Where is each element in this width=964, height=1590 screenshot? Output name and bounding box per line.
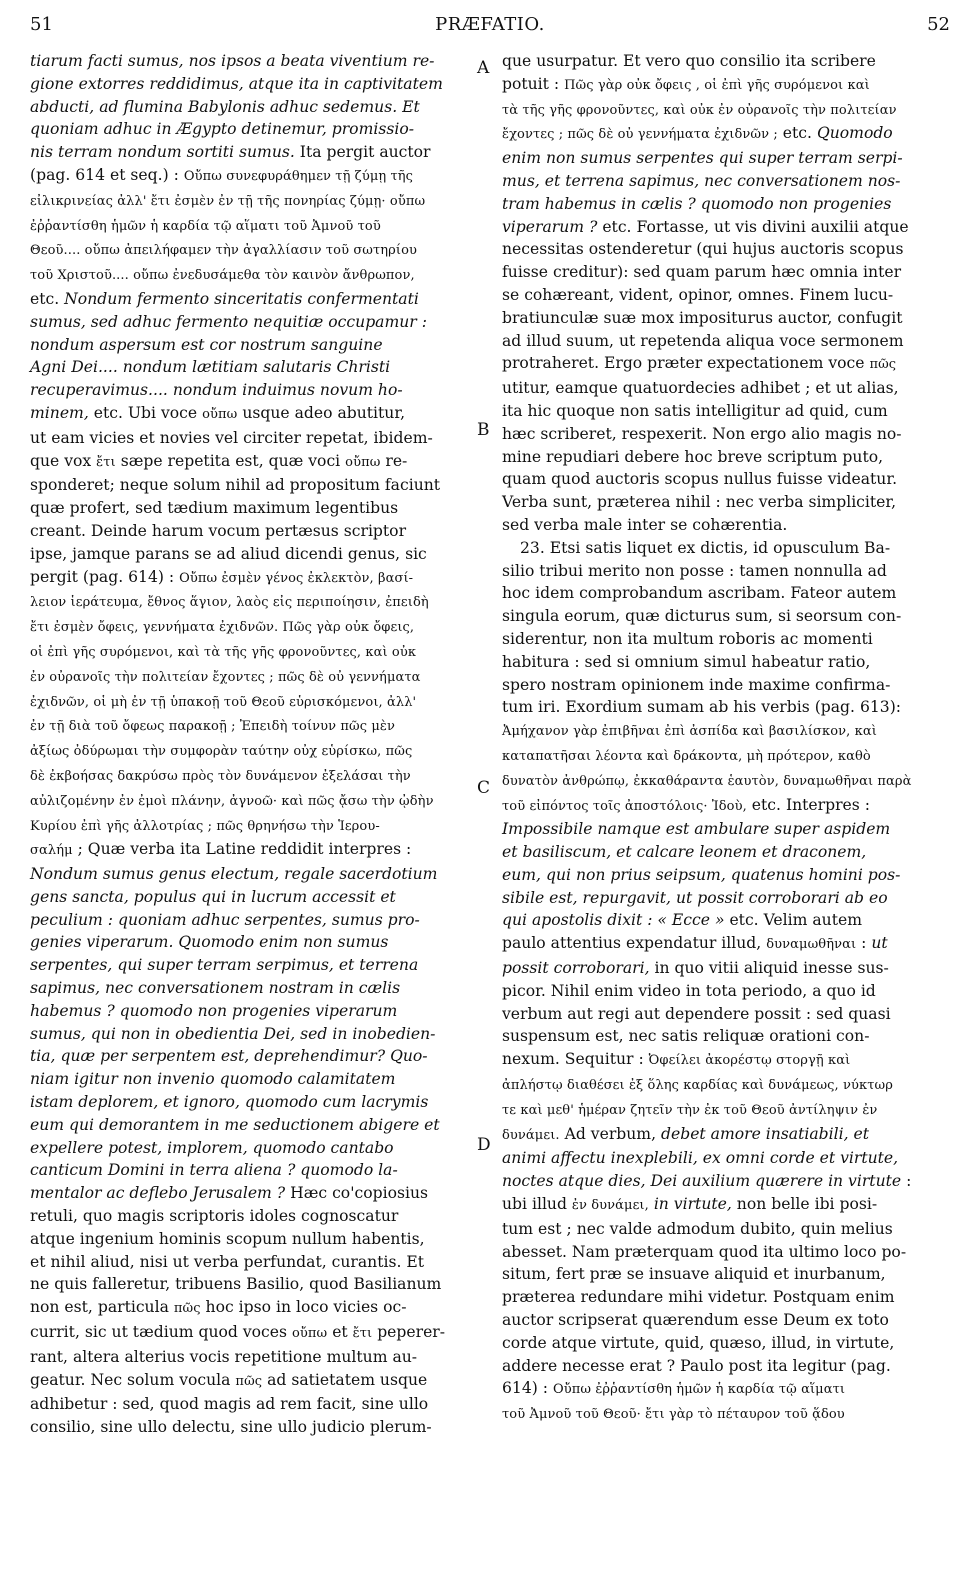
latin-text: etc. [30, 289, 65, 308]
text-line [30, 1091, 468, 1114]
text-line [30, 1159, 468, 1182]
latin-text: tum iri. Exordium sumam ab his verbis (pag. 613): [502, 698, 902, 717]
text-line [502, 377, 952, 400]
text-line [30, 118, 468, 141]
text-line [502, 744, 952, 769]
latin-text: qui apostolis dixit : « Ecce » [502, 911, 725, 930]
text-line [30, 1045, 468, 1068]
greek-text: Οὔπω ἐῤῥαντίσθη ἡμῶν ἡ καρδία τῷ αἵματι [553, 1382, 846, 1398]
text-line [30, 1273, 468, 1296]
text-line [30, 1369, 468, 1394]
text-line [30, 838, 468, 863]
latin-text: picor. Nihil enim video in tota periodo, a quo id [502, 981, 876, 1000]
text-line [502, 1355, 952, 1378]
text-line [502, 1123, 952, 1148]
latin-text: paulo attentius expendatur illud, [502, 934, 767, 953]
text-line [502, 514, 952, 537]
latin-text: Nondum fermento sinceritatis confermentati [64, 289, 419, 308]
latin-text: adhibetur : sed, quod magis ad rem facit, sine ullo [30, 1395, 429, 1414]
text-line [30, 640, 468, 665]
text-line [30, 96, 468, 119]
greek-text: ἔτι ἐσμὲν ὄφεις, γεννήματα ἐχιδνῶν. Πῶς γὰρ οὐκ ὄφεις, [30, 620, 415, 636]
text-line [502, 73, 952, 98]
latin-text: mentalor ac deflebo Jerusalem ? [30, 1184, 286, 1203]
text-line [502, 400, 952, 423]
text-line [30, 1137, 468, 1160]
greek-text: ἐχιδνῶν, οἱ μὴ ἐν τῇ ὑπακοῇ τοῦ Θεοῦ εὑρισκόμενοι, ἀλλ' [30, 694, 417, 710]
text-line [30, 1023, 468, 1046]
greek-text: πῶς [235, 1373, 263, 1389]
text-line [30, 356, 468, 379]
text-line [502, 238, 952, 261]
text-line [502, 1332, 952, 1355]
latin-text: peperer- [372, 1323, 446, 1342]
latin-text: quam quod auctoris scopus nullus fuisse videatur. [502, 470, 898, 489]
latin-text: que vox [30, 451, 97, 470]
text-line [502, 1073, 952, 1098]
latin-text: bratiunculæ suæ mox impositurus auctor, confugit [502, 308, 903, 327]
latin-text: ad satietatem usque [262, 1370, 428, 1389]
latin-text: habemus ? quomodo non progenies viperarum [30, 1001, 398, 1020]
latin-text: habitura : sed si omnium simul habeatur ratio, [502, 652, 871, 671]
latin-text: Impossibile namque est ambulare super aspidem [502, 820, 891, 839]
latin-text: 614) : [502, 1379, 554, 1398]
text-line [30, 450, 468, 475]
text-line [502, 980, 952, 1003]
text-line [30, 214, 468, 239]
text-line [30, 520, 468, 543]
text-line [30, 427, 468, 450]
latin-text: auctor scripserat quærendum esse Deum ex toto [502, 1311, 889, 1330]
latin-text: non belle ibi posi- [731, 1195, 878, 1214]
latin-text: istam deplorem, et ignoro, quomodo cum lacrymis [30, 1093, 429, 1112]
text-line [30, 1114, 468, 1137]
greek-text: ἔχοντες ; πῶς δὲ οὐ γεννήματα ἐχιδνῶν ; [502, 127, 778, 143]
text-line [30, 1000, 468, 1023]
text-line [30, 1346, 468, 1369]
latin-text: etc. Ubi voce [88, 403, 203, 422]
latin-text: serpentes, qui super terram serpimus, et terrena [30, 956, 419, 975]
text-line [502, 1241, 952, 1264]
greek-text: Ἀμήχανον γὰρ ἐπιβῆναι ἐπὶ ἀσπίδα καὶ βασιλίσκον, καὶ [502, 724, 877, 740]
latin-text: singula eorum, quæ dicturus sum, si seorsum con- [502, 607, 902, 626]
latin-text: niam igitur non invenio quomodo calamitatem [30, 1070, 396, 1089]
latin-text: eum, qui non prius seipsum, quatenus homini pos- [502, 865, 901, 884]
text-line [502, 1193, 952, 1218]
text-line [30, 402, 468, 427]
text-line [502, 1402, 952, 1427]
latin-text: etc. Interpres : [746, 795, 870, 814]
text-line [30, 1416, 468, 1439]
text-line [30, 288, 468, 311]
latin-text: enim non sumus serpentes qui super terram serpi- [502, 149, 903, 168]
latin-text: hoc ipso in loco vicies oc- [200, 1298, 407, 1317]
left-page-number: 51 [30, 14, 53, 35]
margin-letter-c: C [477, 778, 491, 798]
text-line [502, 957, 952, 980]
latin-text: ita hic quoque non satis intelligitur ad quid, cum [502, 401, 888, 420]
text-line [502, 696, 952, 719]
greek-text: ἐῤῥαντίσθη ἡμῶν ἡ καρδία τῷ αἵματι τοῦ Ἀμνοῦ τοῦ [30, 218, 381, 234]
right-column [502, 50, 952, 1427]
latin-text: viperarum ? [502, 217, 598, 236]
text-line [502, 1147, 952, 1170]
greek-text: λειον ἱεράτευμα, ἔθνος ἅγιον, λαὸς εἰς περιποίησιν, ἐπειδὴ [30, 595, 429, 611]
latin-text: siderentur, non ita multum roboris ac momenti [502, 629, 873, 648]
text-line [30, 238, 468, 263]
text-line [30, 863, 468, 886]
latin-text: in virtute, [648, 1195, 732, 1214]
greek-text: τοῦ εἰπόντος τοῖς ἀποστόλοις· Ἰδοὺ, [502, 798, 747, 814]
greek-text: τε καὶ μεθ' ἡμέραν ζητεῖν τὴν ἐκ τοῦ Θεοῦ ἀντίληψιν ἐν [502, 1102, 878, 1118]
latin-text: retuli, quo magis scriptoris idoles cognoscatur [30, 1207, 399, 1226]
greek-text: οἱ ἐπὶ γῆς συρόμενοι, καὶ τὰ τῆς γῆς φρονοῦντες, καὶ οὐκ [30, 644, 417, 660]
latin-text: fuisse creditur): sed quam parum hæc omnia inter [502, 263, 902, 282]
greek-text: ἐν τῇ διὰ τοῦ ὄφεως παρακοῇ ; Ἐπειδὴ τοίνυν πῶς μὲν [30, 719, 395, 735]
text-line [502, 769, 952, 794]
text-line [30, 164, 468, 189]
latin-text: in quo vitii aliquid inesse sus- [649, 959, 889, 978]
greek-text: δυνατὸν ἀνθρώπῳ, ἐκκαθάραντα ἑαυτὸν, δυναμωθῆναι παρὰ [502, 773, 912, 789]
latin-text: creant. Deinde harum vocum pertæsus scriptor [30, 521, 407, 540]
text-line [502, 50, 952, 73]
text-line [502, 330, 952, 353]
text-line [502, 794, 952, 819]
latin-text: tram habemus in cælis ? quomodo non progenies [502, 194, 892, 213]
text-line [30, 73, 468, 96]
text-line [502, 468, 952, 491]
text-line [502, 818, 952, 841]
text-line [30, 886, 468, 909]
greek-text: Θεοῦ.... οὔπω ἀπειλήφαμεν τὴν ἀγαλλίασιν τοῦ σωτηρίου [30, 243, 418, 259]
latin-text: eum qui demorantem in me seductionem abigere et [30, 1115, 440, 1134]
text-line [502, 582, 952, 605]
latin-text: hæc scriberet, respexerit. Non ergo alio magis no- [502, 424, 902, 443]
latin-text: se cohæreant, vident, opinor, omnes. Finem lucu- [502, 285, 894, 304]
latin-text: noctes atque dies, Dei auxilium quærere in virtute [502, 1172, 902, 1191]
text-line [502, 284, 952, 307]
text-line [30, 379, 468, 402]
text-line [502, 423, 952, 446]
text-line [502, 864, 952, 887]
greek-text: Πῶς γὰρ οὐκ ὄφεις , οἱ ἐπὶ γῆς συρόμενοι καὶ [564, 77, 870, 93]
latin-text: non est, particula [30, 1298, 174, 1317]
latin-text: peculium : quoniam adhuc serpentes, sumus pro- [30, 910, 420, 929]
latin-text: situm, fert præ se insuave aliquid et inurbanum, [502, 1265, 886, 1284]
text-line [502, 1286, 952, 1309]
latin-text: nis terram nondum sortiti sumus. [30, 143, 295, 162]
greek-text: σαλήμ [30, 843, 73, 859]
latin-text: : [856, 934, 872, 953]
greek-text: αὐλιζομένην ἐν ἐμοὶ πλάνην, ἀγνοῶ· καὶ πῶς ᾄσω τὴν ᾠδὴν [30, 793, 434, 809]
text-line [502, 560, 952, 583]
greek-text: δυναμωθῆναι [766, 937, 857, 953]
text-line [502, 1170, 952, 1193]
latin-text: 23. Etsi satis liquet ex dictis, id opusculum Ba- [520, 538, 891, 557]
latin-text: nexum. Sequitur : [502, 1050, 649, 1069]
latin-text: canticum Domini in terra aliena ? quomodo la- [30, 1161, 398, 1180]
text-line [502, 1218, 952, 1241]
text-line [502, 147, 952, 170]
latin-text: et [327, 1323, 353, 1342]
greek-text: ἀπλήστῳ διαθέσει ἐξ ὅλης καρδίας καὶ δυνάμεως, νύκτωρ [502, 1078, 893, 1094]
text-line [502, 1003, 952, 1026]
latin-text: gens sancta, populus qui in lucrum accessit et [30, 887, 396, 906]
text-line [30, 977, 468, 1000]
latin-text: mus, et terrena sapimus, nec conversationem nos- [502, 171, 901, 190]
latin-text: minem, [30, 403, 89, 422]
text-line [502, 216, 952, 239]
latin-text: usque adeo abutitur, [237, 403, 406, 422]
latin-text: ne quis falleretur, tribuens Basilio, quod Basilianum [30, 1275, 442, 1294]
text-line [30, 189, 468, 214]
text-line [30, 1182, 468, 1205]
text-line [502, 887, 952, 910]
latin-text: sæpe repetita est, quæ voci [115, 451, 346, 470]
greek-text: ἐν οὐρανοῖς τὴν πολιτείαν ἔχοντες ; πῶς δὲ οὐ γεννήματα [30, 669, 421, 685]
latin-text: corde atque virtute, quid, quæso, illud, in virtute, [502, 1333, 895, 1352]
text-line [30, 714, 468, 739]
text-line [502, 1263, 952, 1286]
text-line [502, 628, 952, 651]
latin-text: Hæc co'copiosius [285, 1184, 428, 1203]
greek-text: τοῦ Ἀμνοῦ τοῦ Θεοῦ· ἔτι γὰρ τὸ πέταυρον τοῦ ᾅδου [502, 1407, 845, 1423]
text-line [502, 1098, 952, 1123]
latin-text: pergit (pag. 614) : [30, 567, 180, 586]
latin-text: ubi illud [502, 1195, 572, 1214]
text-line [30, 1205, 468, 1228]
latin-text: consilio, sine ullo delectu, sine ullo judicio plerum- [30, 1418, 432, 1437]
latin-text: etc. [777, 124, 817, 143]
latin-text: quoniam adhuc in Ægypto detinemur, promissio- [30, 120, 414, 139]
left-column [30, 50, 468, 1439]
text-line [30, 954, 468, 977]
latin-text: nondum aspersum est cor nostrum sanguine [30, 335, 383, 354]
latin-text: sumus, sed adhuc fermento nequitiæ occupamur : [30, 312, 427, 331]
text-line [30, 141, 468, 164]
latin-text: abesset. Nam præterquam quod ita ultimo loco po- [502, 1242, 907, 1261]
text-line [30, 263, 468, 288]
latin-text: etc. Fortasse, ut vis divini auxilii atque [597, 217, 909, 236]
text-line [30, 665, 468, 690]
text-line [502, 841, 952, 864]
latin-text: ut [871, 934, 888, 953]
latin-text: currit, sic ut tædium quod voces [30, 1323, 292, 1342]
latin-text: quæ profert, sed tædium maximum legentibus [30, 499, 399, 518]
greek-text: Ὀφείλει ἀκορέστῳ στοργῇ καὶ [648, 1053, 851, 1069]
text-line [502, 537, 952, 560]
page-header [30, 14, 950, 44]
text-line [30, 1228, 468, 1251]
latin-text: protraheret. Ergo præter expectationem voce [502, 354, 870, 373]
margin-letter-d: D [477, 1135, 491, 1155]
latin-text: tum est ; nec valde admodum dubito, quin melius [502, 1219, 893, 1238]
text-line [502, 605, 952, 628]
text-line [502, 352, 952, 377]
text-line [30, 789, 468, 814]
running-title: PRÆFATIO. [435, 14, 545, 35]
greek-text: καταπατῆσαι λέοντα καὶ δράκοντα, μὴ πρότερον, καθὸ [502, 748, 871, 764]
text-line [30, 1296, 468, 1321]
text-line [502, 719, 952, 744]
latin-text: utitur, eamque quatuordecies adhibet ; et ut alias, [502, 379, 899, 398]
latin-text: mine repudiari debere hoc breve scriptum puto, [502, 447, 884, 466]
greek-text: δυνάμει. [502, 1127, 560, 1143]
latin-text: verbum aut regi aut dependere possit : sed quasi [502, 1004, 891, 1023]
latin-text: suspensum est, nec satis reliquæ orationi con- [502, 1027, 870, 1046]
latin-text: ad illud suum, ut repetenda aliqua voce sermonem [502, 331, 904, 350]
text-line [30, 543, 468, 566]
greek-text: εἰλικρινείας ἀλλ' ἔτι ἐσμὲν ἐν τῇ τῆς πονηρίας ζύμῃ· οὔπω [30, 193, 426, 209]
latin-text: rant, altera alterius vocis repetitione multum au- [30, 1347, 418, 1366]
greek-text: οὔπω [202, 406, 238, 422]
latin-text: sed verba male inter se cohærentia. [502, 515, 788, 534]
latin-text: sibile est, repurgavit, ut possit corroborari ab eo [502, 888, 888, 907]
text-line [30, 50, 468, 73]
latin-text: expellere potest, implorem, quomodo cantabo [30, 1138, 394, 1157]
text-line [502, 651, 952, 674]
margin-letter-a: A [477, 58, 490, 78]
text-line [502, 307, 952, 330]
greek-text: πῶς [173, 1301, 201, 1317]
text-line [30, 1393, 468, 1416]
text-line [30, 1321, 468, 1346]
text-line [502, 491, 952, 514]
latin-text: hoc idem comprobandum ascribam. Fateor autem [502, 584, 897, 603]
greek-text: τὰ τῆς γῆς φρονοῦντες, καὶ οὐκ ἐν οὐρανοῖς τὴν πολιτείαν [502, 102, 897, 118]
latin-text: etc. Velim autem [724, 911, 862, 930]
greek-text: τοῦ Χριστοῦ.... οὔπω ἐνεδυσάμεθα τὸν καινὸν ἄνθρωπον, [30, 268, 415, 284]
latin-text: sapimus, nec conversationem nostram in cælis [30, 979, 401, 998]
text-line [502, 674, 952, 697]
text-line [30, 1251, 468, 1274]
latin-text: silio tribui merito non posse : tamen nonnulla ad [502, 561, 887, 580]
text-line [30, 909, 468, 932]
text-line [30, 334, 468, 357]
latin-text: atque ingenium hominis scopum nullum habentis, [30, 1229, 425, 1248]
text-line [30, 814, 468, 839]
text-line [30, 1068, 468, 1091]
latin-text: et nihil aliud, nisi ut verba perfundat, curantis. Et [30, 1252, 425, 1271]
greek-text: ἀξίως ὀδύρωμαι τὴν συμφορὰν ταύτην οὐχ εὑρίσκω, πῶς [30, 744, 413, 760]
text-line [502, 909, 952, 932]
text-line [502, 122, 952, 147]
greek-text: δὲ ἐκβοήσας δακρύσω πρὸς τὸν δυνάμενον ἐξελάσαι τὴν [30, 768, 411, 784]
latin-text: Agni Dei.... nondum lætitiam salutaris Christi [30, 358, 391, 377]
latin-text: (pag. 614 et seq.) : [30, 165, 184, 184]
text-line [502, 1377, 952, 1402]
latin-text: possit corroborari, [502, 959, 650, 978]
text-line [30, 311, 468, 334]
latin-text: sumus, qui non in obedientia Dei, sed in inobedien- [30, 1024, 436, 1043]
latin-text: Verba sunt, præterea nihil : nec verba simpliciter, [502, 493, 897, 512]
latin-text: gione extorres reddidimus, atque ita in captivitatem [30, 74, 443, 93]
latin-text: sponderet; neque solum nihil ad propositum faciunt [30, 476, 441, 495]
latin-text: ipse, jamque parans se ad aliud dicendi genus, sic [30, 544, 427, 563]
greek-text: Οὔπω συνεφυράθημεν τῇ ζύμῃ τῆς [183, 168, 414, 184]
text-line [502, 170, 952, 193]
greek-text: Οὔπω ἐσμὲν γένος ἐκλεκτὸν, βασί- [179, 570, 414, 586]
latin-text: : [901, 1172, 912, 1191]
text-line [30, 474, 468, 497]
text-line [502, 1309, 952, 1332]
latin-text: ; Quæ verba ita Latine reddidit interpres : [72, 840, 412, 859]
margin-letter-b: B [477, 420, 490, 440]
latin-text: Quomodo [816, 124, 893, 143]
latin-text: animi affectu inexplebili, ex omni corde et virtute, [502, 1149, 899, 1168]
greek-text: ἐν δυνάμει, [571, 1198, 649, 1214]
greek-text: οὔπω [345, 454, 381, 470]
text-line [30, 566, 468, 591]
latin-text: Nondum sumus genus electum, regale sacerdotium [30, 865, 438, 884]
latin-text: Ad verbum, [559, 1124, 661, 1143]
latin-text: debet amore insatiabili, et [661, 1124, 869, 1143]
text-line [30, 590, 468, 615]
latin-text: spero nostram opinionem inde maxime confirma- [502, 675, 891, 694]
greek-text: οὔπω [291, 1326, 328, 1342]
latin-text: necessitas ostenderetur (qui hujus auctoris scopus [502, 240, 904, 259]
text-line [502, 1048, 952, 1073]
greek-text: πῶς [869, 357, 897, 373]
text-line [30, 690, 468, 715]
right-page-number: 52 [927, 14, 950, 35]
text-line [502, 446, 952, 469]
latin-text: tia, quæ per serpentem est, deprehendimur? Quo- [30, 1047, 428, 1066]
text-line [502, 193, 952, 216]
text-line [502, 98, 952, 123]
latin-text: geatur. Nec solum vocula [30, 1370, 236, 1389]
text-line [502, 932, 952, 957]
latin-text: abducti, ad flumina Babylonis adhuc sedemus. Et [30, 97, 420, 116]
latin-text: que usurpatur. Et vero quo consilio ita scribere [502, 52, 876, 70]
text-line [30, 739, 468, 764]
latin-text: tiarum facti sumus, nos ipsos a beata viventium re- [30, 52, 435, 70]
text-line [30, 497, 468, 520]
text-line [30, 764, 468, 789]
latin-text: Ita pergit auctor [294, 143, 431, 162]
latin-text: re- [380, 451, 408, 470]
latin-text: præterea redundare mihi videtur. Postquam enim [502, 1288, 895, 1307]
latin-text: et basiliscum, et calcare leonem et draconem, [502, 843, 867, 862]
latin-text: ut eam vicies et novies vel circiter repetat, ibidem- [30, 428, 433, 447]
latin-text: addere necesse erat ? Paulo post ita legitur (pag. [502, 1356, 891, 1375]
latin-text: potuit : [502, 74, 565, 93]
text-line [30, 615, 468, 640]
latin-text: genies viperarum. Quomodo enim non sumus [30, 933, 389, 952]
text-line [502, 1025, 952, 1048]
greek-text: ἔτι [352, 1326, 373, 1342]
latin-text: recuperavimus.... nondum induimus novum ho- [30, 381, 403, 400]
greek-text: ἔτι [96, 454, 116, 470]
text-line [30, 931, 468, 954]
text-line [502, 261, 952, 284]
greek-text: Κυρίου ἐπὶ γῆς ἀλλοτρίας ; πῶς θρηνήσω τὴν Ἱερου- [30, 818, 380, 834]
